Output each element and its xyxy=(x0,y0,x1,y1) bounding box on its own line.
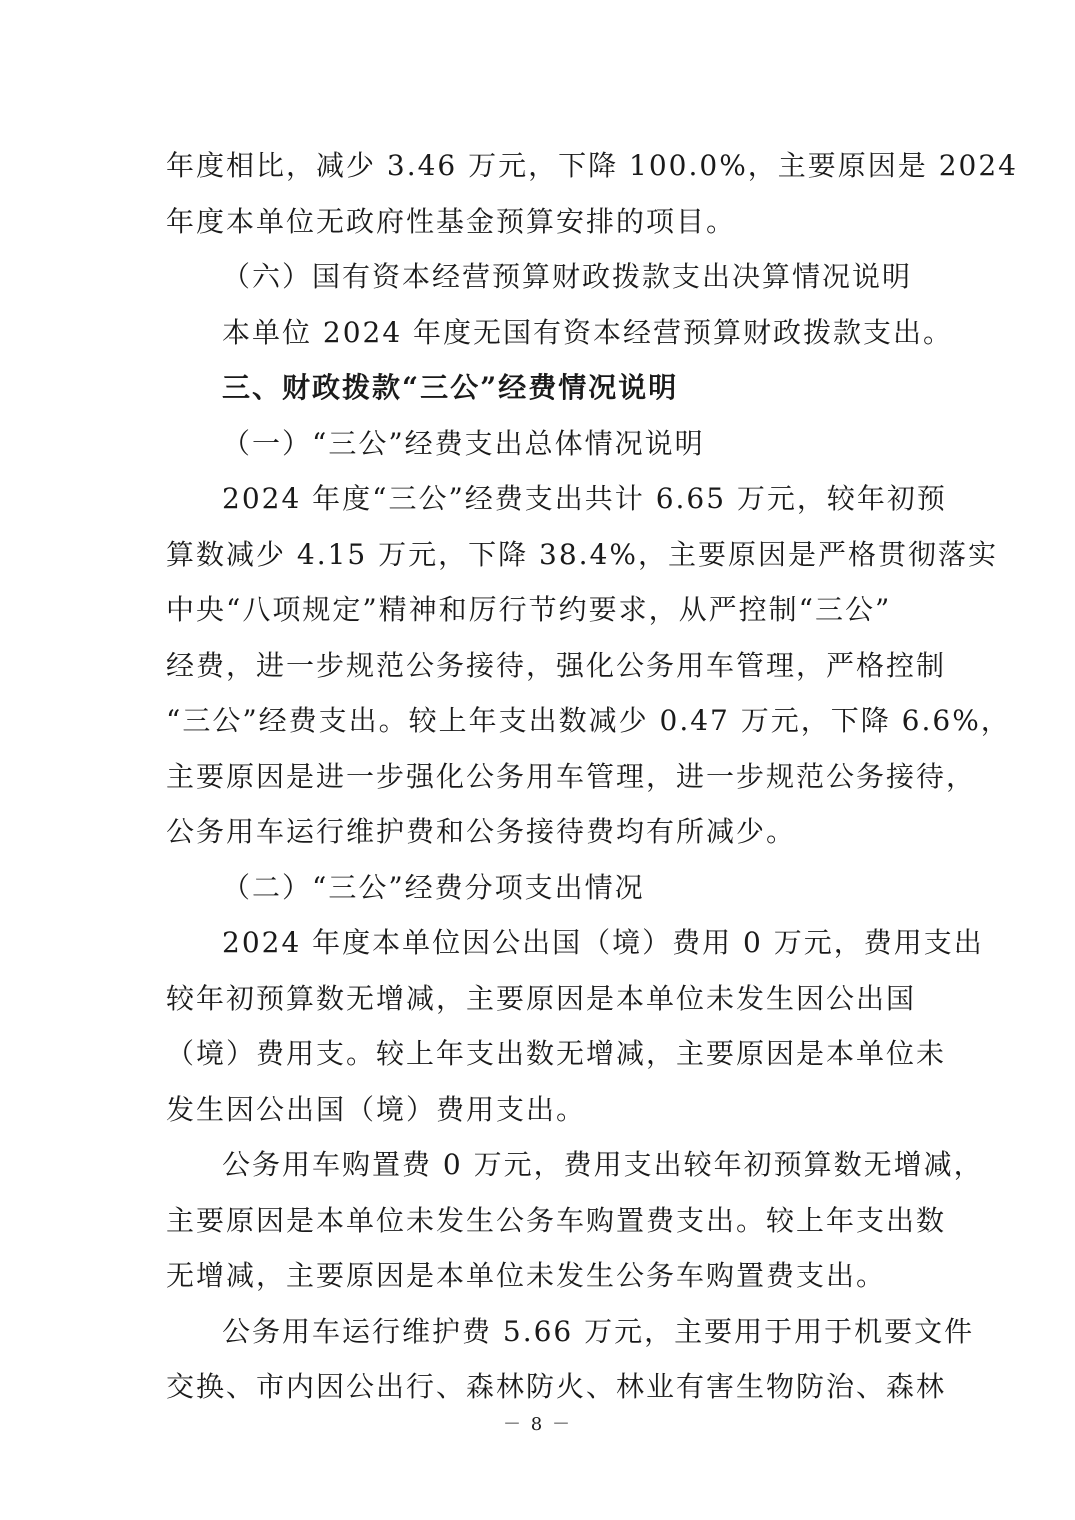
text-line: 发生因公出国（境）费用支出。 xyxy=(166,1092,587,1126)
text-line: 算数减少 4.15 万元，下降 38.4%，主要原因是严格贯彻落实 xyxy=(166,537,998,571)
text-line: 交换、市内因公出行、森林防火、林业有害生物防治、森林 xyxy=(166,1370,947,1403)
text-line: 公务用车购置费 0 万元，费用支出较年初预算数无增减， xyxy=(222,1148,984,1181)
section-heading: 三、财政拨款“三公”经费情况说明 xyxy=(222,371,679,404)
text-line: 主要原因是进一步强化公务用车管理，进一步规范公务接待， xyxy=(166,759,977,793)
text-line: 公务用车运行维护费 5.66 万元，主要用于用于机要文件 xyxy=(222,1314,975,1348)
text-line: 中央“八项规定”精神和厉行节约要求，从严控制“三公” xyxy=(166,593,892,626)
page-number: － 8 － xyxy=(503,1414,572,1435)
text-line: 经费，进一步规范公务接待，强化公务用车管理，严格控制 xyxy=(166,648,947,682)
section-subheading: （一）“三公”经费支出总体情况说明 xyxy=(222,426,705,460)
text-line: 年度相比，减少 3.46 万元，下降 100.0%，主要原因是 2024 xyxy=(166,149,1018,182)
text-line: 公务用车运行维护费和公务接待费均有所减少。 xyxy=(166,815,797,848)
text-line: 本单位 2024 年度无国有资本经营预算财政拨款支出。 xyxy=(222,315,954,349)
document-body xyxy=(166,138,1018,1415)
text-line: “三公”经费支出。较上年支出数减少 0.47 万元，下降 6.6%， xyxy=(166,704,1011,737)
text-line: （境）费用支。较上年支出数无增减，主要原因是本单位未 xyxy=(166,1037,947,1070)
text-line: 年度本单位无政府性基金预算安排的项目。 xyxy=(166,204,737,238)
text-line: 2024 年度“三公”经费支出共计 6.65 万元，较年初预 xyxy=(222,482,947,515)
section-subheading: （六）国有资本经营预算财政拨款支出决算情况说明 xyxy=(222,260,913,293)
section-subheading: （二）“三公”经费分项支出情况 xyxy=(222,870,645,904)
text-line: 较年初预算数无增减，主要原因是本单位未发生因公出国 xyxy=(166,981,917,1015)
text-line: 无增减，主要原因是本单位未发生公务车购置费支出。 xyxy=(166,1259,887,1292)
text-line: 2024 年度本单位因公出国（境）费用 0 万元，费用支出 xyxy=(222,926,984,959)
text-line: 主要原因是本单位未发生公务车购置费支出。较上年支出数 xyxy=(166,1203,947,1237)
